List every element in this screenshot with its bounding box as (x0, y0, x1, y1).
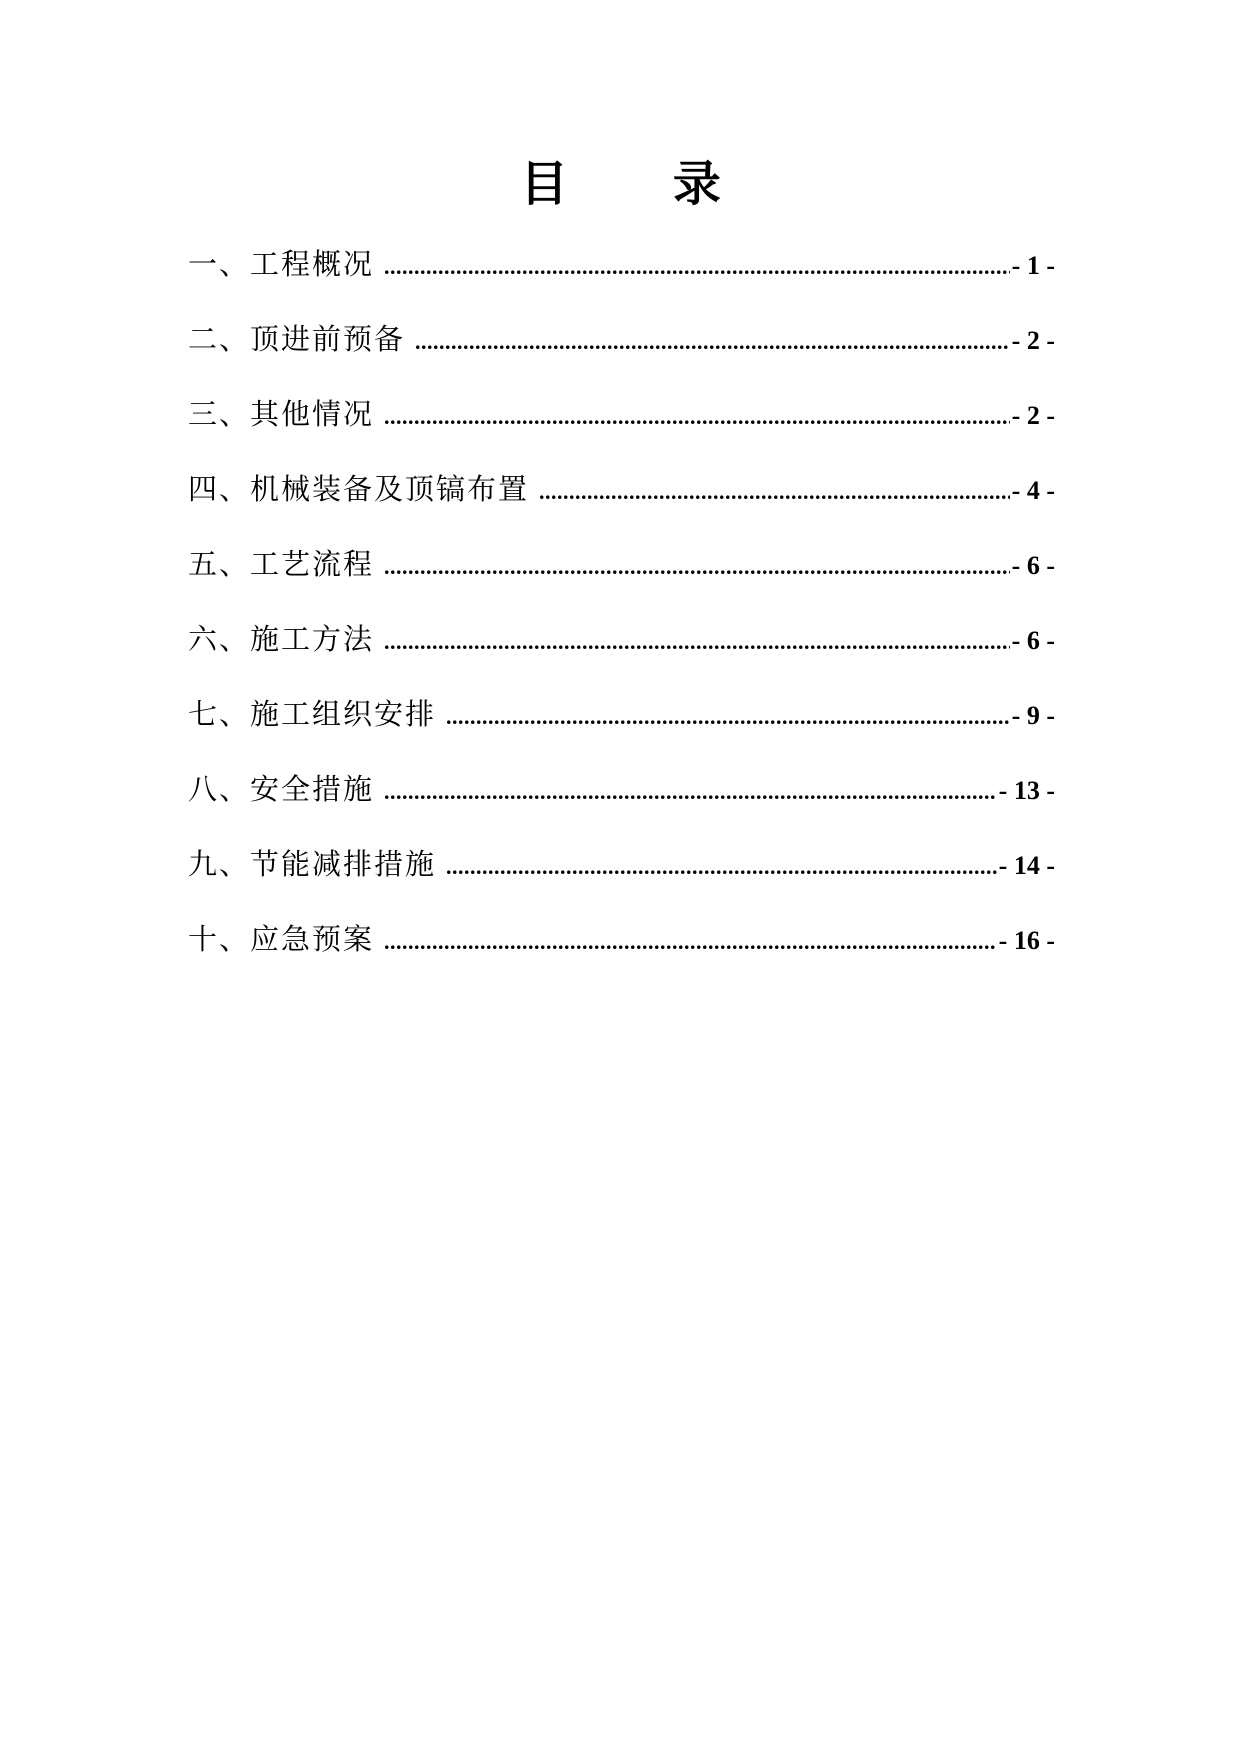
toc-entry-label: 三、其他情况 (188, 397, 375, 431)
toc-entry[interactable] (188, 694, 1055, 769)
toc-entry-label: 九、节能减排措施 (188, 847, 437, 881)
toc-entry-page: - 6 - (1011, 626, 1055, 655)
toc-entry-label: 八、安全措施 (188, 772, 375, 806)
toc-entry[interactable] (188, 619, 1055, 694)
toc-entry-label: 二、顶进前预备 (188, 322, 406, 356)
toc-entry[interactable] (188, 844, 1055, 919)
toc-entry[interactable] (188, 319, 1055, 394)
toc-entry-page: - 6 - (1011, 551, 1055, 580)
toc-dot-leader (384, 622, 1010, 662)
toc-dot-leader (415, 322, 1010, 362)
toc-entry[interactable] (188, 769, 1055, 844)
toc-dot-leader (384, 247, 1010, 287)
toc-dot-leader (446, 697, 1010, 737)
toc-entry-page: - 13 - (998, 776, 1055, 805)
toc-entry[interactable] (188, 244, 1055, 319)
toc-entry-label: 一、工程概况 (188, 247, 375, 281)
toc-dot-leader (539, 472, 1010, 512)
toc-dot-leader (384, 547, 1010, 587)
toc-dot-leader (446, 847, 997, 887)
toc-title: 目 录 (520, 156, 765, 212)
toc-entry[interactable] (188, 919, 1055, 994)
toc-entry[interactable] (188, 394, 1055, 469)
toc-entry-page: - 16 - (998, 926, 1055, 955)
toc-entry-label: 四、机械装备及顶镐布置 (188, 472, 530, 506)
toc-entry-page: - 4 - (1011, 476, 1055, 505)
toc-entry-page: - 1 - (1011, 251, 1055, 280)
toc-entry-page: - 9 - (1011, 701, 1055, 730)
toc-entry-page: - 2 - (1011, 401, 1055, 430)
toc-entry[interactable] (188, 544, 1055, 619)
toc-entry-page: - 14 - (998, 851, 1055, 880)
toc-entry[interactable] (188, 469, 1055, 544)
toc-entry-label: 五、工艺流程 (188, 547, 375, 581)
toc-list (188, 244, 1055, 994)
toc-entry-label: 七、施工组织安排 (188, 697, 437, 731)
toc-entry-label: 十、应急预案 (188, 922, 375, 956)
toc-dot-leader (384, 922, 997, 962)
toc-dot-leader (384, 772, 997, 812)
toc-entry-label: 六、施工方法 (188, 622, 375, 656)
toc-entry-page: - 2 - (1011, 326, 1055, 355)
toc-dot-leader (384, 397, 1010, 437)
